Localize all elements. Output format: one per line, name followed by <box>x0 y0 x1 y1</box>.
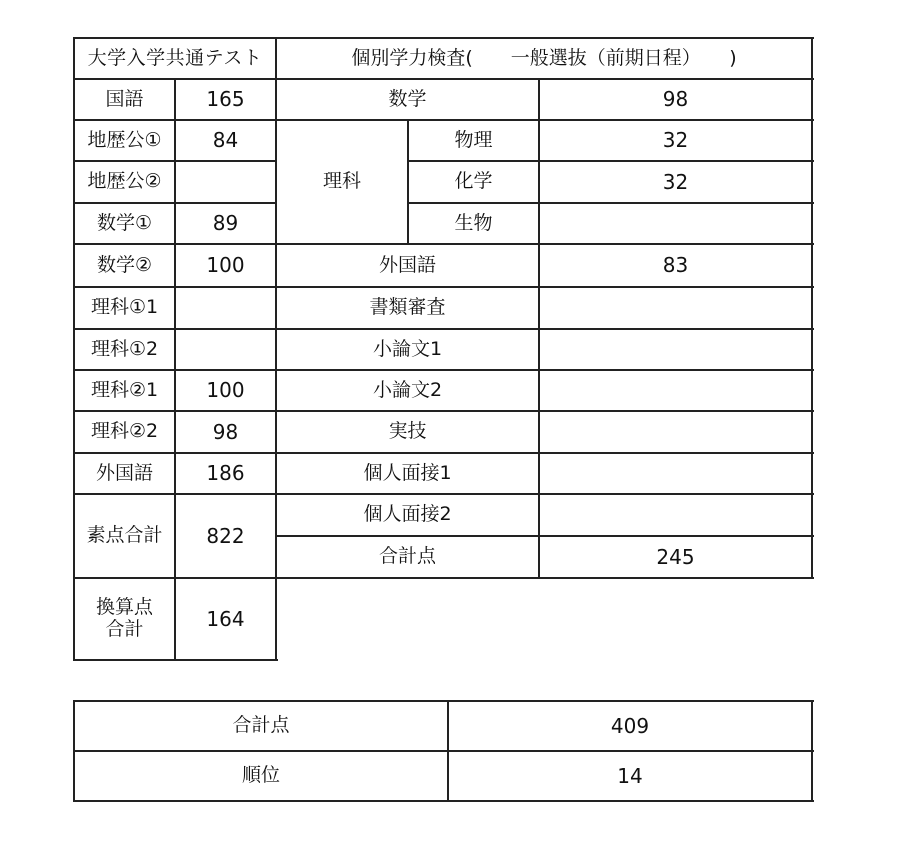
individual-subject-label: 小論文1 <box>372 337 443 360</box>
individual-subject-label: 個人面接2 <box>363 503 452 526</box>
grid-line <box>74 243 814 245</box>
individual-subject-label: 実技 <box>388 420 427 443</box>
common-score-value: 100 <box>206 253 245 277</box>
grid-line <box>74 800 814 802</box>
grid-line <box>74 286 814 288</box>
grid-line <box>73 37 75 661</box>
science-subject-label: 化学 <box>454 170 493 193</box>
science-score-value: 32 <box>662 169 689 194</box>
grid-line <box>74 119 814 121</box>
common-subject-label: 数学② <box>96 253 153 276</box>
grid-line <box>408 160 814 162</box>
individual-score-value <box>539 287 812 329</box>
common-score-value: 84 <box>212 128 239 152</box>
common-score-value: 100 <box>206 378 245 402</box>
grid-line <box>174 78 176 661</box>
common-subject-label: 外国語 <box>95 461 153 484</box>
grid-line <box>74 700 814 702</box>
grid-line <box>74 493 814 495</box>
common-score-value: 89 <box>212 211 239 235</box>
grid-line <box>74 369 814 371</box>
individual-score-value <box>539 370 812 411</box>
common-subject-label: 理科①1 <box>90 296 159 319</box>
science-subject-label: 物理 <box>454 128 493 151</box>
common-subject-label: 数学① <box>96 211 153 234</box>
grid-line <box>275 37 277 661</box>
grid-line <box>538 78 540 579</box>
science-subject-label: 生物 <box>454 211 493 234</box>
common-score-value: 165 <box>206 87 245 111</box>
grid-line <box>74 577 814 579</box>
individual-score-value <box>539 494 812 536</box>
common-subject-label: 地歴公② <box>87 170 162 193</box>
common-subject-label: 国語 <box>105 87 144 110</box>
individual-score-value <box>539 329 812 370</box>
science-label: 理科 <box>322 170 361 193</box>
common-score-value <box>175 161 276 203</box>
common-subject-label: 理科②2 <box>90 420 159 443</box>
grid-line <box>276 535 814 537</box>
individual-test-header: 個別学力検査( 一般選抜（前期日程） ) <box>351 46 737 69</box>
individual-score-value <box>539 411 812 453</box>
common-subject-label: 理科①2 <box>90 337 159 360</box>
grid-line <box>407 119 409 245</box>
grid-line <box>74 78 814 80</box>
converted-total-label <box>74 578 175 660</box>
individual-score-value: 83 <box>662 253 689 277</box>
grid-line <box>74 750 814 752</box>
grid-line <box>74 452 814 454</box>
grid-line <box>74 328 814 330</box>
raw-total-label: 素点合計 <box>86 524 163 547</box>
converted-total-label-line1: 換算点 <box>95 596 153 619</box>
common-score-value: 186 <box>206 461 245 485</box>
raw-total-value: 822 <box>206 523 245 548</box>
science-score-value <box>539 203 812 244</box>
individual-total-label: 合計点 <box>378 545 436 568</box>
common-test-header: 大学入学共通テスト <box>87 46 263 69</box>
individual-math-label: 数学 <box>388 87 427 110</box>
converted-total-label-line2: 合計 <box>105 618 144 640</box>
individual-subject-label: 小論文2 <box>372 378 443 401</box>
common-subject-label: 理科②1 <box>90 378 159 401</box>
common-score-value <box>175 329 276 370</box>
grid-line <box>408 202 814 204</box>
grid-line <box>811 700 813 802</box>
common-score-value <box>175 287 276 329</box>
individual-math-score: 98 <box>662 87 689 111</box>
individual-subject-label: 外国語 <box>378 253 436 276</box>
common-score-value: 98 <box>212 419 239 444</box>
grid-line <box>73 700 75 802</box>
grid-line <box>447 700 449 802</box>
summary-total-value: 409 <box>610 713 650 738</box>
science-score-value: 32 <box>662 128 689 152</box>
summary-total-label: 合計点 <box>232 714 290 737</box>
individual-score-value <box>539 453 812 494</box>
converted-total-value: 164 <box>206 606 245 631</box>
common-subject-label: 地歴公① <box>87 128 162 151</box>
individual-subject-label: 個人面接1 <box>363 461 452 484</box>
summary-rank-label: 順位 <box>241 764 280 787</box>
grid-line <box>811 37 813 579</box>
grid-line <box>74 37 814 39</box>
individual-subject-label: 書類審査 <box>369 296 446 319</box>
summary-rank-value: 14 <box>617 763 643 788</box>
grid-line <box>74 659 278 661</box>
individual-total-value: 245 <box>656 544 695 569</box>
grid-line <box>74 410 814 412</box>
